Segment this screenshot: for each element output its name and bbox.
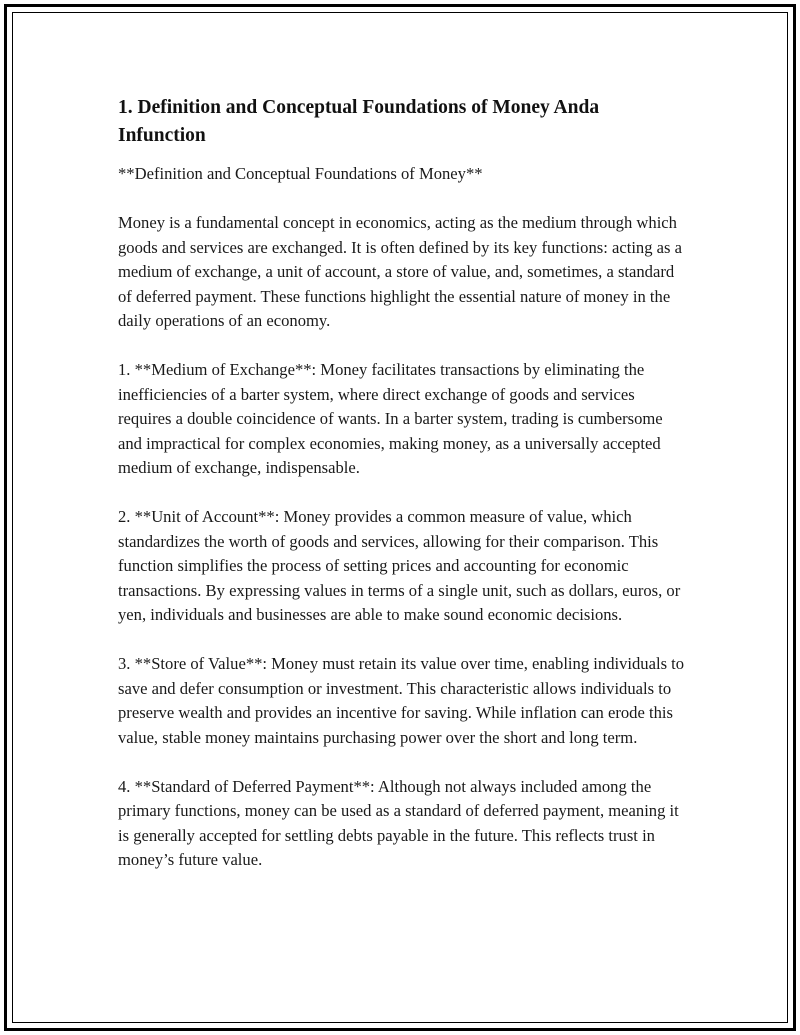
- store-of-value-paragraph: 3. **Store of Value**: Money must retain its value over time, enabling individuals to save and defer consumption or investment. This characteristic allows individuals to preserve wealth and provides an incentive for saving. While inflation can erode this value, stable money maintains purchasing power over the short and long term.: [118, 654, 685, 747]
- section-subheading: **Definition and Conceptual Foundations of Money**: [118, 164, 483, 183]
- medium-of-exchange-paragraph: 1. **Medium of Exchange**: Money facilitates transactions by eliminating the inefficiencies of a barter system, where direct exchange of goods and services requires a double coincidence of wants. In a barter system, trading is cumbersome and impractical for complex economies, making money, as a universally accepted medium of exchange, indispensable.: [118, 360, 663, 477]
- deferred-payment-paragraph: 4. **Standard of Deferred Payment**: Although not always included among the primary functions, money can be used as a standard of deferred payment, meaning it is generally accepted for settling debts payable in the future. This reflects trust in money’s future value.: [118, 776, 679, 869]
- document-body: [118, 94, 688, 897]
- unit-of-account-paragraph: 2. **Unit of Account**: Money provides a common measure of value, which standardizes the worth of goods and services, allowing for their comparison. This function simplifies the process of setting prices and accounting for economic transactions. By expressing values in terms of a single unit, such as dollars, euros, or yen, individuals and businesses are able to make sound economic decisions.: [118, 507, 681, 624]
- document-title: 1. Definition and Conceptual Foundations of Money Anda Infunction: [118, 97, 600, 146]
- intro-paragraph: Money is a fundamental concept in economics, acting as the medium through which goods and services are exchanged. It is often defined by its key functions: acting as a medium of exchange, a unit of account, a store of value, and, sometimes, a standard of deferred payment. These functions highlight the essential nature of money in the daily operations of an economy.: [118, 213, 683, 330]
